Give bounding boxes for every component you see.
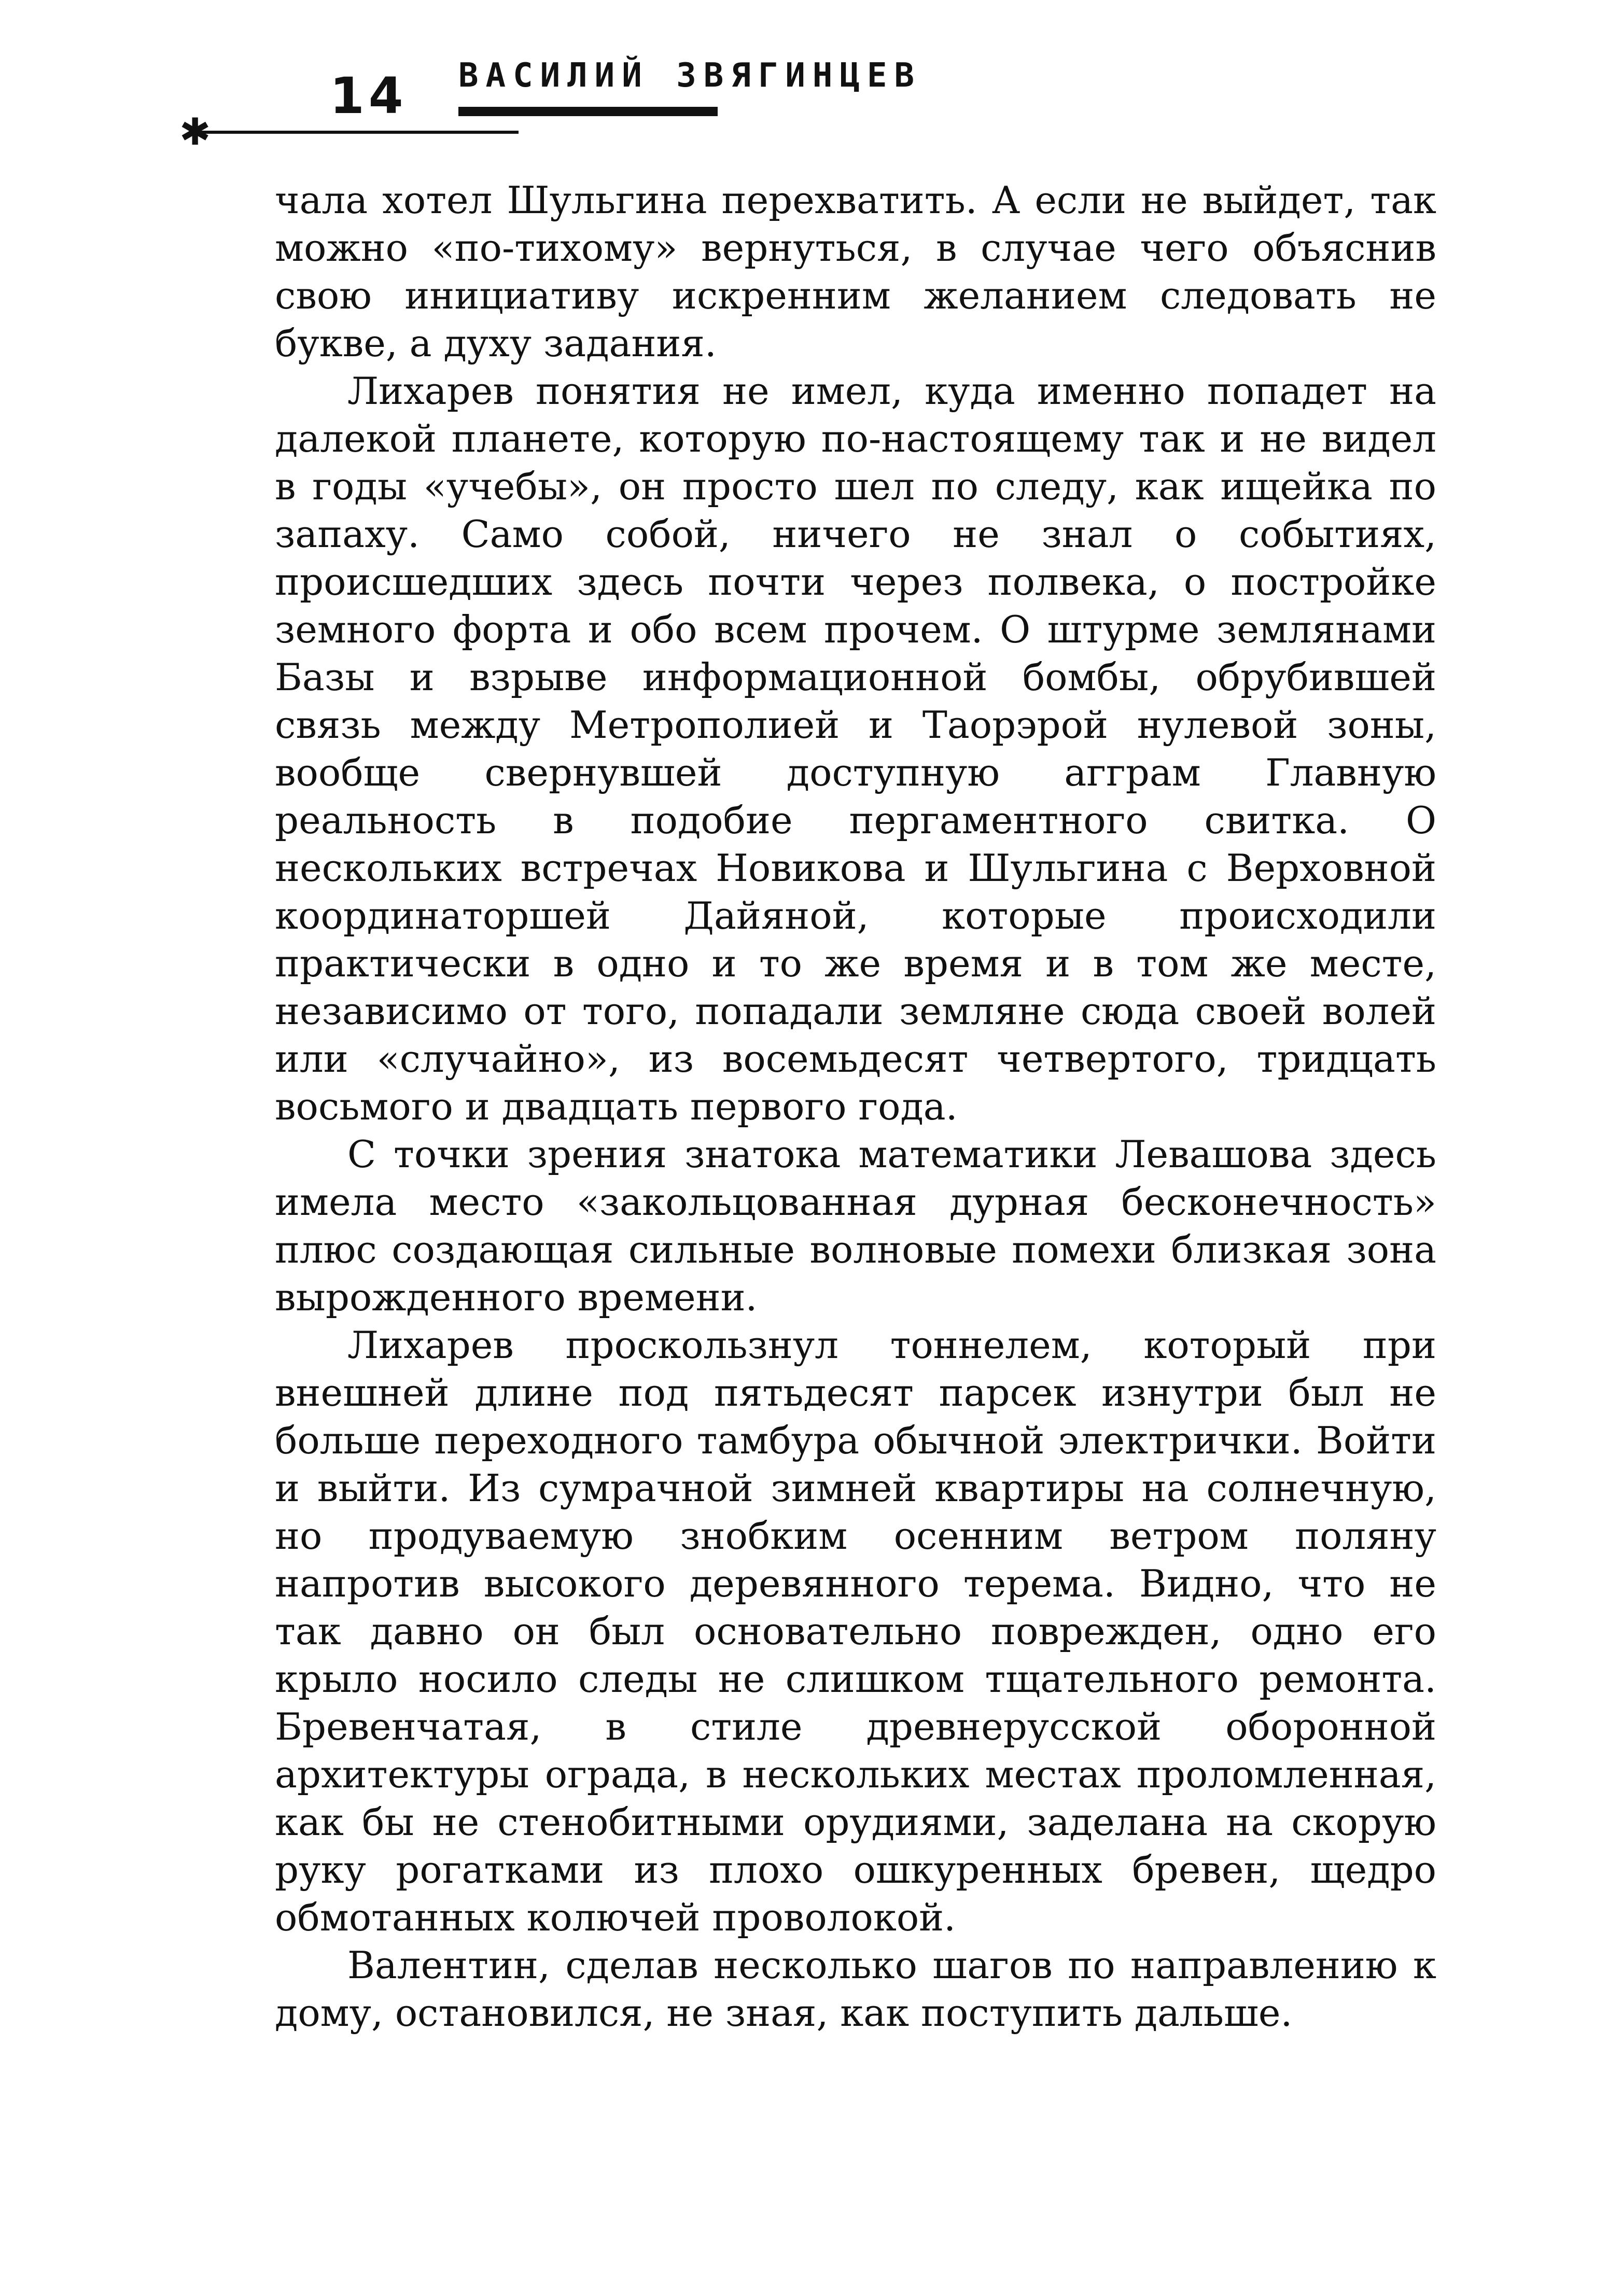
star-icon: ✱ (179, 110, 211, 153)
paragraph: Валентин, сделав несколько шагов по направлению к дому, остановился, не зная, как поступить дальше. (275, 1943, 1436, 2035)
paragraph: С точки зрения знатока математики Левашова здесь имела место «закольцованная дурная бесконечность» плюс создающая сильные волновые помехи близкая зона вырожденного времени. (275, 1132, 1436, 1319)
paragraph: чала хотел Шульгина перехватить. А если не выйдет, так можно «по-тихому» вернуться, в случае чего объяснив свою инициативу искренним желанием следовать не букве, а духу задания. (275, 178, 1436, 365)
page-body (275, 176, 1436, 2037)
running-title: ВАСИЛИЙ ЗВЯГИНЦЕВ (458, 57, 922, 95)
paragraph: Лихарев проскользнул тоннелем, который при внешней длине под пятьдесят парсек изнутри был не больше переходного тамбура обычной электрички. Войти и выйти. Из сумрачной зимней квартиры на солнечную, но продуваемую знобким осенним ветром поляну напротив высокого деревянного терема. Видно, что не так давно он был основательно поврежден, одно его крыло носило следы не слишком тщательного ремонта. Бревенчатая, в стиле древнерусской оборонной архитектуры ограда, в нескольких местах проломленная, как бы не стенобитными орудиями, заделана на скорую руку рогатками из плохо ошкуренных бревен, щедро обмотанных колючей проволокой. (275, 1323, 1436, 1939)
header-rule (197, 131, 519, 134)
page-number: 14 (330, 67, 408, 125)
paragraph: Лихарев понятия не имел, куда именно попадет на далекой планете, которую по-настоящему так и не видел в годы «учебы», он просто шел по следу, как ищейка по запаху. Само собой, ничего не знал о событиях, происшедших здесь почти через полвека, о постройке земного форта и обо всем прочем. О штурме землянами Базы и взрыве информационной бомбы, обрубившей связь между Метрополией и Таорэрой нулевой зоны, вообще свернувшей доступную аггрaм Главную реальность в подобие пергаментного свитка. О нескольких встречах Новикова и Шульгина с Верховной координаторшей Дайяной, которые происходили практически в одно и то же время и в том же месте, независимо от того, попадали земляне сюда своей волей или «случайно», из восемьдесят четвертого, тридцать восьмого и двадцать первого года. (275, 369, 1436, 1128)
title-underline-bar (458, 107, 718, 116)
page-header (0, 0, 1622, 156)
